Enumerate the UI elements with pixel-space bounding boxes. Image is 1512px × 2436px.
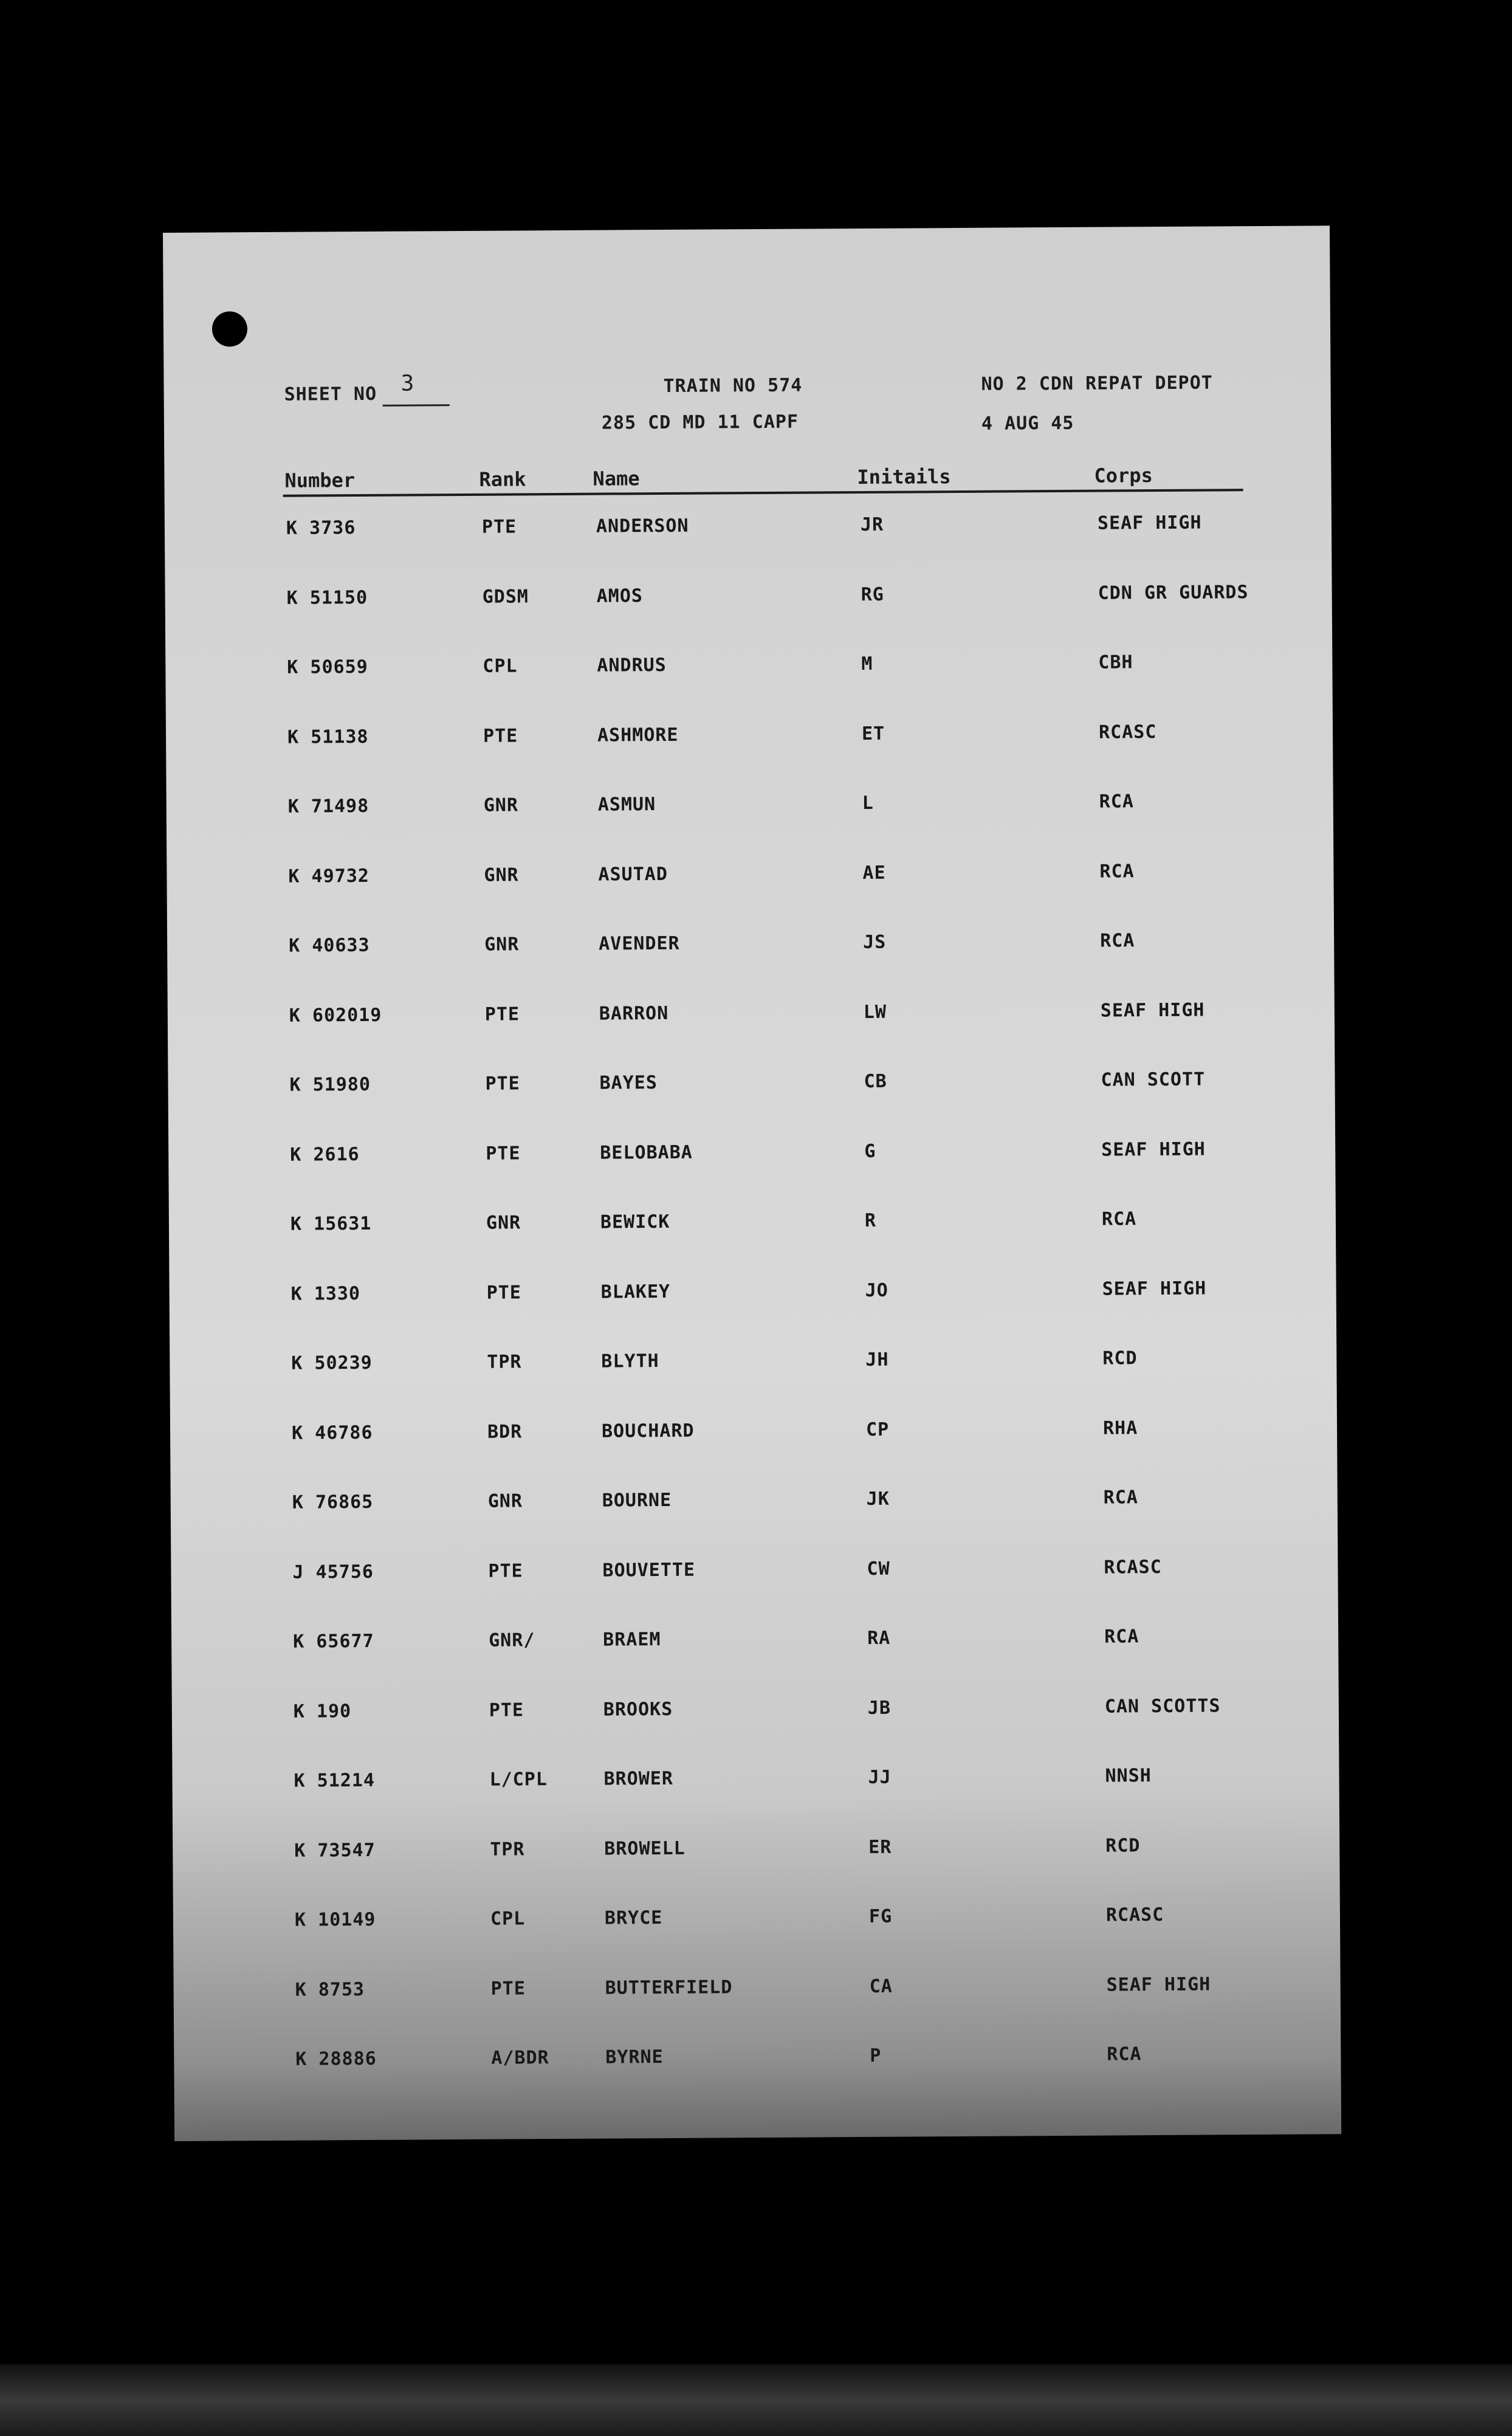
cell-rank: A/BDR — [491, 2047, 549, 2069]
table-row — [167, 929, 1334, 972]
cell-rank: GNR — [487, 1490, 523, 1512]
cell-service-number: K 51214 — [294, 1769, 376, 1792]
cell-corps: RCASC — [1105, 1904, 1164, 1926]
cell-initials: JJ — [868, 1766, 892, 1788]
cell-surname: ASUTAD — [598, 863, 668, 886]
cell-surname: AVENDER — [599, 932, 680, 955]
table-row — [165, 650, 1332, 694]
cell-initials: CA — [869, 1975, 893, 1997]
cell-initials: JH — [865, 1349, 889, 1371]
cell-corps: RCA — [1099, 791, 1135, 813]
cell-surname: BAYES — [599, 1072, 658, 1094]
table-row — [165, 581, 1332, 625]
table-row — [174, 2042, 1341, 2086]
cell-service-number: J 45756 — [292, 1561, 374, 1583]
cell-initials: P — [870, 2045, 882, 2066]
cell-service-number: K 8753 — [295, 1978, 365, 2001]
table-row — [173, 1834, 1339, 1877]
document-sheet — [163, 225, 1341, 2141]
cell-initials: JK — [866, 1488, 890, 1510]
cell-rank: GNR — [486, 1212, 521, 1234]
cell-surname: AMOS — [596, 585, 644, 607]
cell-corps: RCD — [1102, 1347, 1138, 1369]
cell-initials: JS — [863, 931, 887, 953]
cell-surname: BRAEM — [603, 1629, 661, 1651]
table-row — [170, 1346, 1336, 1390]
cell-initials: L — [862, 792, 874, 814]
cell-surname: BUTTERFIELD — [605, 1976, 733, 1999]
cell-service-number: K 50659 — [287, 656, 368, 678]
train-number: TRAIN NO 574 — [663, 374, 803, 397]
cell-service-number: K 51980 — [289, 1073, 371, 1096]
cell-service-number: K 73547 — [294, 1839, 376, 1862]
cell-initials: CW — [867, 1558, 890, 1580]
cell-service-number: K 10149 — [294, 1908, 376, 1931]
column-header-name: Name — [593, 467, 640, 490]
sheet-number-underline — [383, 404, 450, 407]
cell-initials: ET — [861, 723, 885, 745]
column-header-corps: Corps — [1094, 464, 1153, 487]
cell-surname: BOUVETTE — [602, 1559, 696, 1581]
cell-initials: JB — [867, 1697, 892, 1719]
cell-service-number: K 190 — [293, 1700, 352, 1722]
cell-rank: PTE — [485, 1073, 520, 1095]
cell-rank: GNR/ — [489, 1629, 535, 1651]
column-header-rank: Rank — [479, 467, 526, 491]
cell-surname: BRYCE — [604, 1907, 663, 1929]
cell-rank: TPR — [487, 1351, 522, 1373]
table-row — [171, 1625, 1338, 1668]
cell-initials: RA — [867, 1627, 891, 1649]
cell-corps: RCA — [1103, 1487, 1139, 1509]
cell-rank: TPR — [490, 1838, 525, 1860]
table-row — [170, 1416, 1337, 1460]
cell-rank: PTE — [488, 1560, 523, 1582]
column-header-number: Number — [284, 469, 356, 492]
cell-service-number: K 51150 — [286, 587, 368, 609]
table-row — [172, 1695, 1339, 1738]
cell-corps: NNSH — [1105, 1765, 1152, 1787]
cell-rank: GNR — [483, 794, 519, 816]
depot-label: NO 2 CDN REPAT DEPOT — [981, 372, 1213, 395]
cell-initials: R — [864, 1209, 877, 1231]
cell-rank: PTE — [486, 1142, 521, 1165]
cell-service-number: K 15631 — [290, 1213, 372, 1235]
header-rule — [283, 489, 1243, 497]
cell-corps: RCA — [1099, 860, 1135, 883]
cell-initials: G — [864, 1140, 876, 1162]
cell-surname: BEWICK — [600, 1211, 670, 1233]
cell-surname: BROWER — [603, 1767, 674, 1790]
cell-surname: ASMUN — [597, 794, 656, 816]
cell-corps: SEAF HIGH — [1101, 1138, 1206, 1161]
cell-initials: CP — [865, 1419, 890, 1440]
cell-initials: M — [861, 653, 873, 675]
cell-initials: FG — [868, 1905, 893, 1927]
cell-corps: SEAF HIGH — [1102, 1278, 1207, 1300]
table-row — [171, 1555, 1338, 1599]
cell-corps: RCD — [1105, 1834, 1141, 1857]
cell-initials: JO — [865, 1279, 888, 1301]
table-row — [169, 1207, 1336, 1251]
cell-service-number: K 1330 — [290, 1282, 361, 1305]
cell-initials: ER — [868, 1836, 892, 1858]
cell-rank: PTE — [486, 1281, 521, 1304]
cell-service-number: K 49732 — [288, 865, 370, 887]
cell-corps: RCA — [1107, 2043, 1142, 2065]
cell-corps: CAN SCOTTS — [1104, 1695, 1221, 1718]
cell-corps: RCA — [1101, 1208, 1137, 1230]
cell-rank: CPL — [490, 1908, 526, 1930]
table-row — [170, 1277, 1336, 1321]
cell-corps: SEAF HIGH — [1106, 1973, 1211, 1996]
cell-surname: BROOKS — [603, 1698, 673, 1721]
cell-service-number: K 65677 — [293, 1630, 374, 1653]
cell-service-number: K 46786 — [291, 1422, 373, 1444]
table-row — [172, 1764, 1339, 1808]
cell-corps: RCA — [1104, 1626, 1139, 1648]
cell-rank: BDR — [487, 1420, 523, 1443]
film-edge — [0, 2364, 1512, 2436]
cell-rank: PTE — [481, 516, 517, 538]
cell-surname: BYRNE — [605, 2046, 664, 2068]
table-row — [171, 1485, 1338, 1529]
cell-surname: BOUCHARD — [601, 1420, 695, 1442]
cell-initials: JR — [860, 514, 884, 535]
cell-surname: BLYTH — [601, 1350, 659, 1372]
cell-corps: CBH — [1098, 652, 1133, 673]
table-row — [168, 1138, 1335, 1182]
cell-initials: CB — [864, 1070, 887, 1092]
unit-label: 285 CD MD 11 CAPF — [601, 411, 799, 434]
cell-service-number: K 51138 — [287, 726, 369, 748]
cell-corps: SEAF HIGH — [1100, 999, 1205, 1022]
cell-rank: GDSM — [482, 585, 529, 608]
cell-corps: SEAF HIGH — [1097, 512, 1202, 534]
table-row — [165, 511, 1332, 555]
table-row — [168, 1068, 1335, 1112]
cell-corps: RCASC — [1104, 1556, 1162, 1578]
sheet-label: SHEET NO — [284, 383, 377, 405]
cell-service-number: K 28886 — [295, 2048, 377, 2070]
punch-hole — [212, 311, 247, 346]
table-row — [174, 1973, 1341, 2017]
cell-service-number: K 2616 — [290, 1143, 360, 1166]
cell-rank: CPL — [483, 655, 518, 677]
cell-rank: PTE — [483, 724, 518, 747]
cell-surname: ANDERSON — [596, 515, 689, 537]
cell-service-number: K 40633 — [289, 934, 370, 957]
cell-rank: GNR — [484, 864, 519, 886]
table-row — [166, 720, 1333, 764]
table-row — [167, 859, 1333, 903]
cell-corps: RCASC — [1098, 721, 1157, 743]
cell-initials: RG — [861, 583, 884, 605]
cell-surname: BARRON — [599, 1002, 669, 1025]
cell-service-number: K 602019 — [289, 1004, 382, 1027]
table-row — [168, 999, 1335, 1042]
cell-rank: PTE — [489, 1699, 524, 1721]
sheet-number: 3 — [400, 371, 414, 396]
cell-surname: BROWELL — [604, 1837, 686, 1860]
cell-corps: RHA — [1102, 1417, 1138, 1439]
cell-rank: L/CPL — [489, 1769, 548, 1791]
date-label: 4 AUG 45 — [981, 412, 1074, 435]
cell-service-number: K 71498 — [287, 795, 369, 817]
cell-surname: BELOBABA — [600, 1141, 693, 1164]
cell-service-number: K 50239 — [291, 1352, 373, 1374]
cell-surname: ANDRUS — [597, 654, 667, 676]
cell-rank: GNR — [484, 934, 520, 955]
cell-corps: RCA — [1100, 930, 1135, 952]
cell-rank: PTE — [490, 1977, 526, 2000]
cell-corps: CDN GR GUARDS — [1098, 581, 1249, 604]
cell-surname: ASHMORE — [597, 724, 679, 746]
cell-surname: BOURNE — [602, 1489, 672, 1512]
cell-service-number: K 3736 — [286, 517, 356, 539]
column-header-initials: Initails — [857, 465, 951, 489]
cell-corps: CAN SCOTT — [1101, 1068, 1206, 1091]
cell-surname: BLAKEY — [600, 1281, 671, 1303]
table-row — [173, 1903, 1340, 1947]
cell-service-number: K 76865 — [292, 1491, 374, 1513]
cell-initials: LW — [863, 1001, 887, 1023]
table-row — [167, 790, 1333, 833]
cell-initials: AE — [862, 862, 886, 884]
cell-rank: PTE — [484, 1003, 520, 1025]
